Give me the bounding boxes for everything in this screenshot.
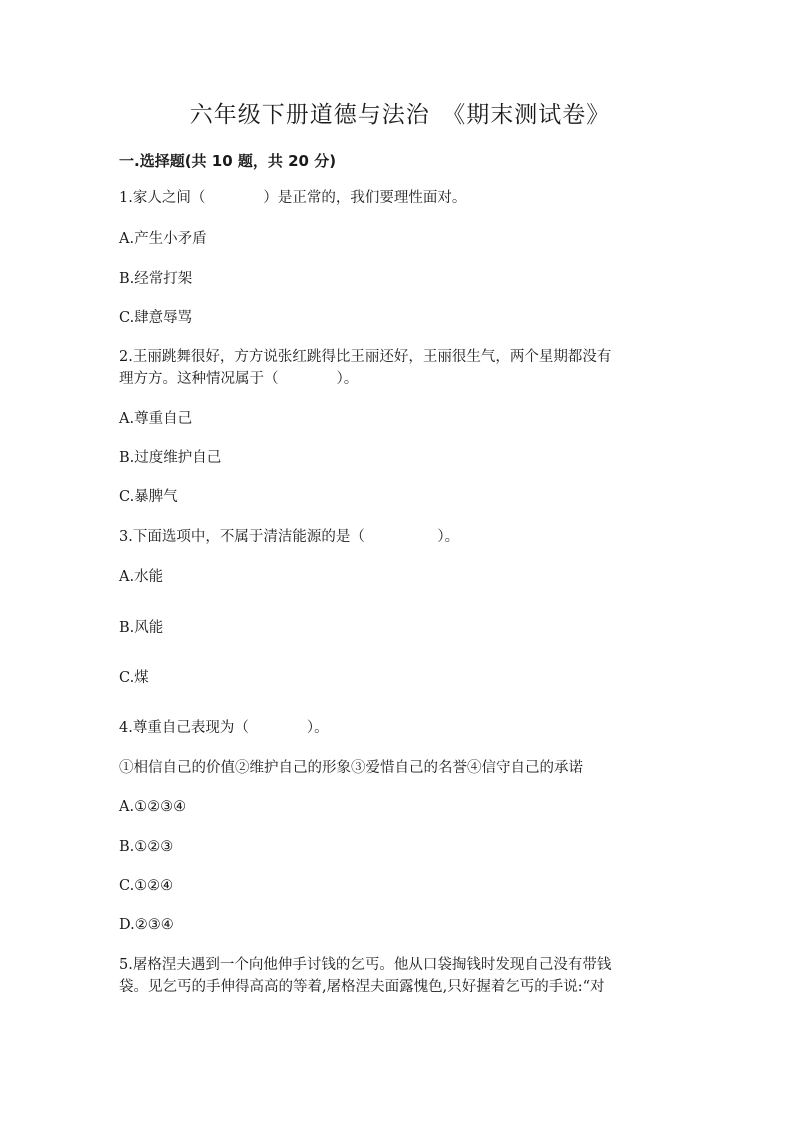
question-2-stem-line-2: 理方方。这种情况属于（ ）。 — [119, 371, 359, 387]
question-4-option-d: D.②③④ — [119, 917, 174, 933]
question-4-option-c: C.①②④ — [119, 878, 174, 894]
question-5-stem-line-1: 5.屠格涅夫遇到一个向他伸手讨钱的乞丐。他从口袋掏钱时发现自己没有带钱 — [119, 957, 612, 973]
section-heading: 一.选择题(共 10 题，共 20 分) — [119, 152, 337, 170]
question-2-option-b: B.过度维护自己 — [119, 450, 222, 466]
question-4-statements: ①相信自己的价值②维护自己的形象③爱惜自己的名誉④信守自己的承诺 — [119, 760, 583, 776]
question-3-option-b: B.风能 — [119, 620, 164, 636]
question-2-stem-line-1: 2.王丽跳舞很好，方方说张红跳得比王丽还好，王丽很生气，两个星期都没有 — [119, 349, 612, 365]
question-1-option-b: B.经常打架 — [119, 271, 193, 287]
question-1-option-a: A.产生小矛盾 — [119, 231, 207, 247]
question-4-stem: 4.尊重自己表现为（ ）。 — [119, 720, 329, 736]
question-3-option-c: C.煤 — [119, 670, 149, 686]
question-3-option-a: A.水能 — [119, 569, 164, 585]
question-4-option-b: B.①②③ — [119, 839, 174, 855]
question-1-option-c: C.肆意辱骂 — [119, 310, 193, 326]
question-5-stem-line-2: 袋。见乞丐的手伸得高高的等着,屠格涅夫面露愧色,只好握着乞丐的手说:“对 — [119, 979, 605, 995]
question-2-option-a: A.尊重自己 — [119, 411, 193, 427]
question-3-stem: 3.下面选项中，不属于清洁能源的是（ ）。 — [119, 529, 460, 545]
page-title: 六年级下册道德与法治 《期末测试卷》 — [189, 102, 611, 128]
question-2-option-c: C.暴脾气 — [119, 489, 178, 505]
question-4-option-a: A.①②③④ — [119, 799, 187, 815]
question-1-stem: 1.家人之间（ ）是正常的，我们要理性面对。 — [119, 190, 467, 206]
